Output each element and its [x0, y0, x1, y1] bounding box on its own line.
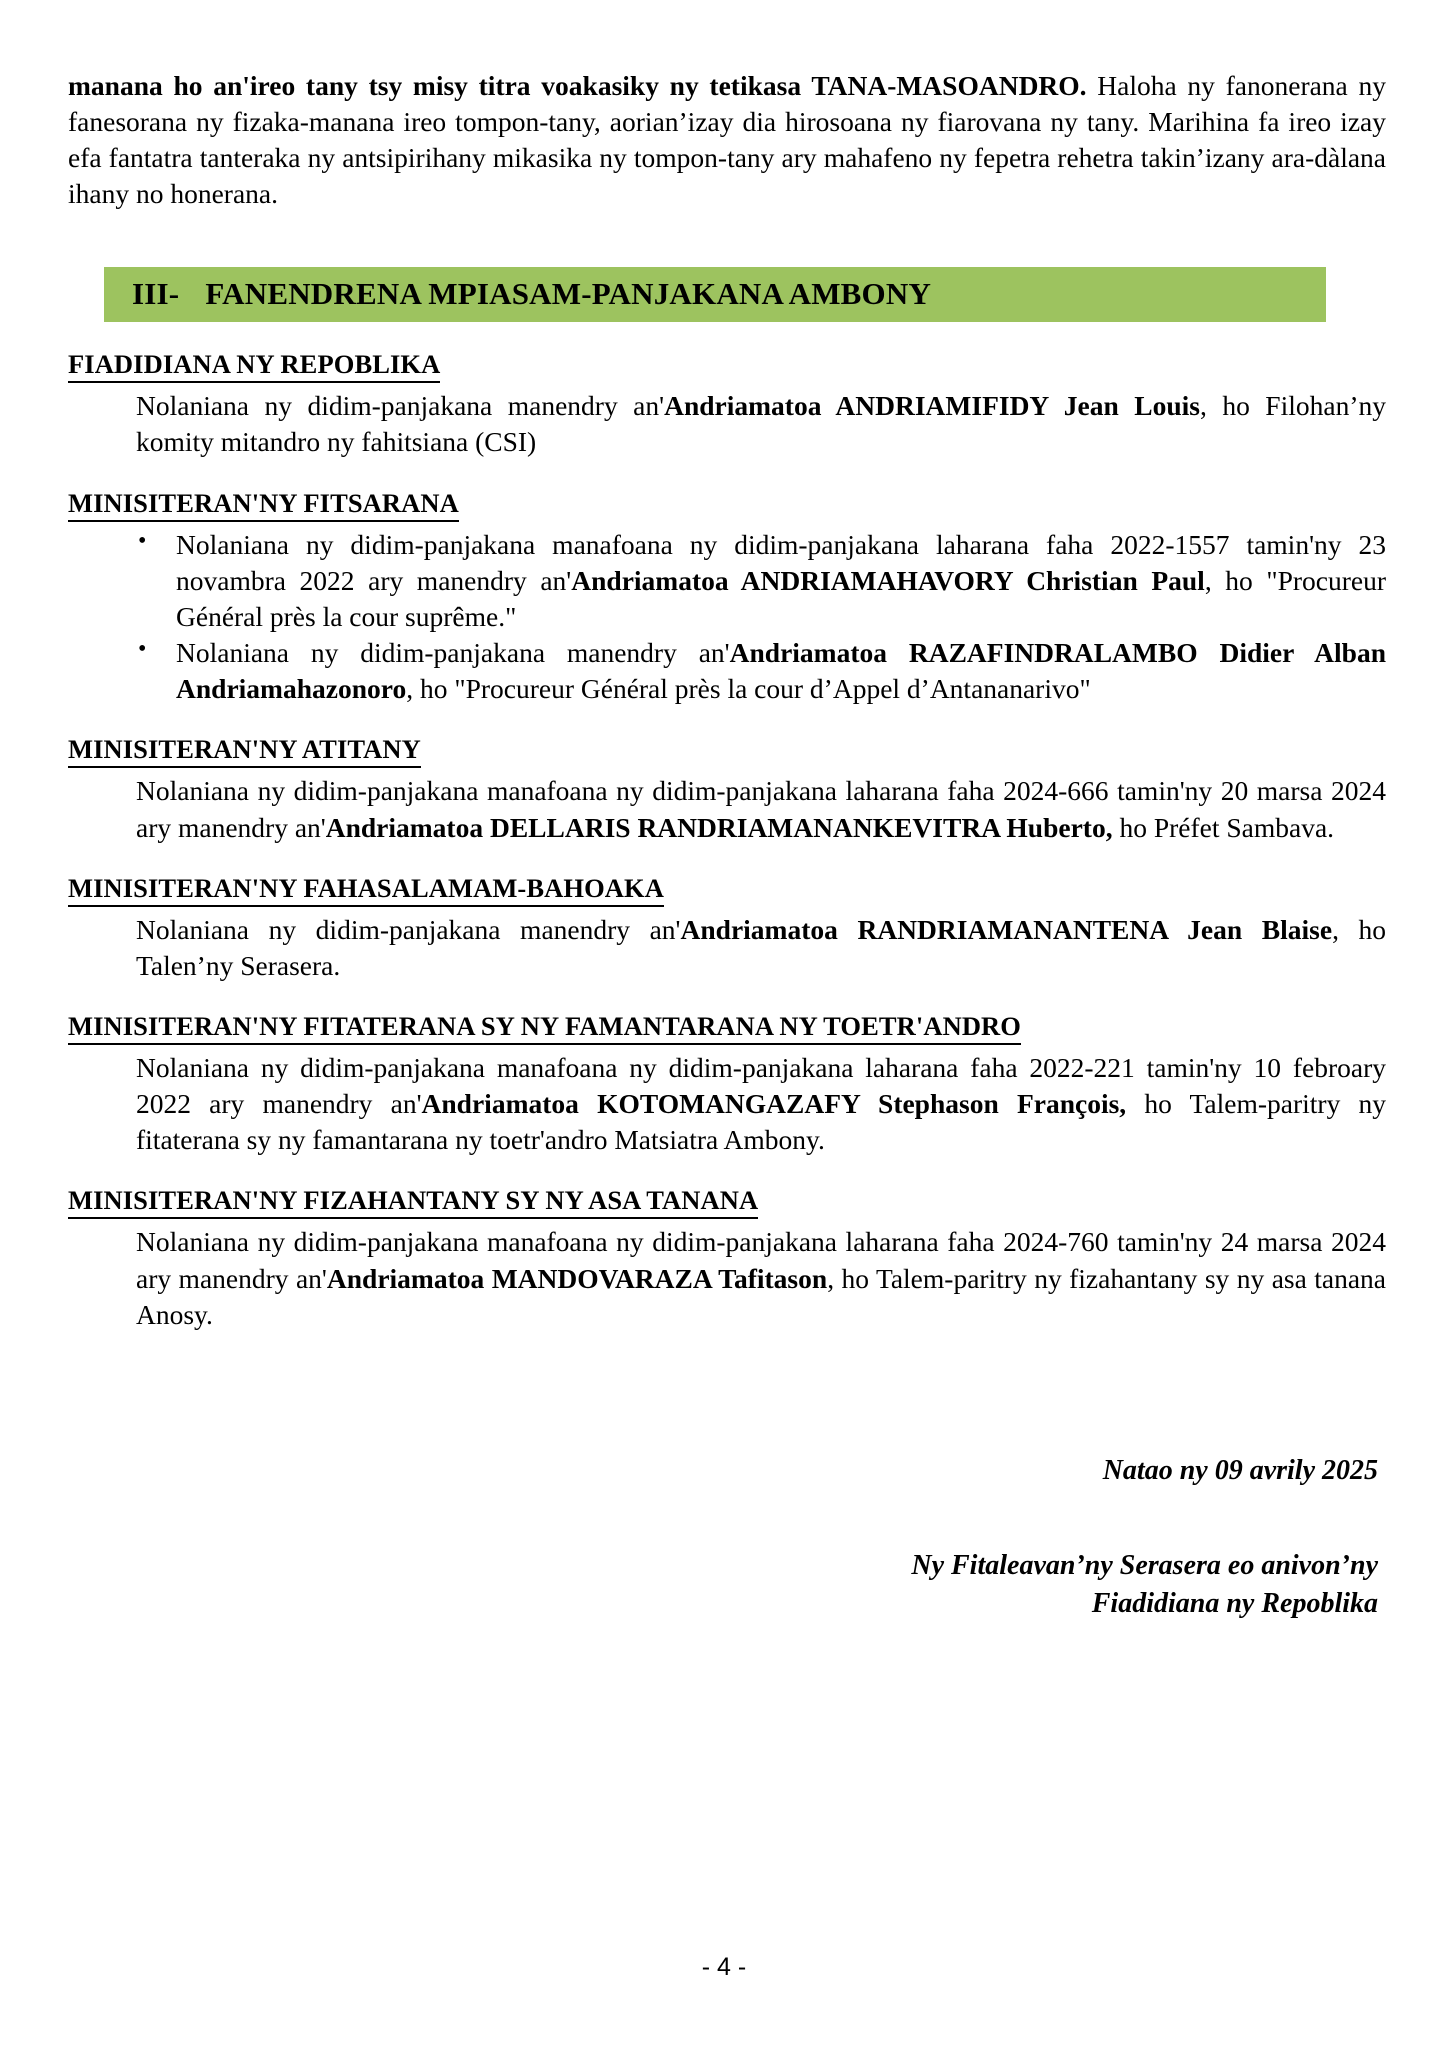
ministry-block-fizahantany: [68, 1185, 1386, 1332]
bullet-list: [68, 527, 1386, 708]
bullet-bold-prefix: Andriamatoa: [571, 564, 741, 596]
paragraph-pre: Nolaniana ny didim-panjakana manafoana ny didim-panjakana laharana faha 2024-666 tamin'ny 20 marsa 2024 ary manendry an': [136, 775, 1386, 843]
list-item: [176, 635, 1386, 707]
paragraph-pre: Nolaniana ny didim-panjakana manendry an': [136, 913, 681, 945]
bullet-pre: Nolaniana ny didim-panjakana manendry an': [176, 637, 730, 669]
signature-date: Natao ny 09 avrily 2025: [1102, 1454, 1378, 1486]
section-title: FANENDRENA MPIASAM-PANJAKANA AMBONY: [205, 275, 932, 311]
paragraph-pre: Nolaniana ny didim-panjakana manendry an': [136, 390, 665, 422]
block-paragraph: [68, 912, 1386, 984]
bullet-bold: ANDRIAMAHAVORY Christian Paul: [740, 564, 1205, 596]
block-paragraph: [68, 1050, 1386, 1158]
block-paragraph: [68, 1224, 1386, 1332]
block-paragraph: [68, 773, 1386, 845]
signature-block: [68, 1453, 1386, 1622]
paragraph-post: ho Préfet Sambava.: [1112, 811, 1335, 843]
intro-body: Haloha ny fanonerana ny fanesorana ny fizaka-manana ireo tompon-tany, aorian’izay dia hirosoana ny fiarovana ny tany. Marihina fa ireo izay efa fantatra tanteraka ny antsipirihany mikasika ny tompon-tany ary mahafeno ny fepetra rehetra takin’izany ara-dàlana ihany no honerana.: [68, 70, 1386, 210]
page-content: [68, 68, 1386, 1622]
paragraph-pre: Nolaniana ny didim-panjakana manafoana ny didim-panjakana laharana faha 2022-221 tamin'ny 10 febroary 2022 ary manendry an': [136, 1051, 1386, 1120]
intro-paragraph: [68, 68, 1386, 213]
ministry-block-fiadidiana: [68, 349, 1386, 460]
paragraph-post: ho Talem-paritry ny fitaterana sy ny famantarana ny toetr'andro Matsiatra Ambony.: [136, 1088, 1386, 1156]
paragraph-post: , ho Filohan’ny komity mitandro ny fahitsiana (CSI): [136, 390, 1386, 458]
paragraph-bold: Andriamatoa DELLARIS RANDRIAMANANKEVITRA Huberto,: [325, 811, 1113, 843]
paragraph-bold: Andriamatoa RANDRIAMANANTENA Jean Blaise: [680, 913, 1333, 945]
paragraph-pre: Nolaniana ny didim-panjakana manafoana ny didim-panjakana laharana faha 2024-760 tamin'ny 24 marsa 2024 ary manendry an': [136, 1226, 1386, 1294]
page-footer: [0, 1953, 1448, 1982]
signature-org-line-2: Fiadidiana ny Repoblika: [1091, 1587, 1378, 1619]
block-heading: MINISITERAN'NY FAHASALAMAM-BAHOAKA: [68, 873, 664, 907]
paragraph-post: , ho Talem-paritry ny fizahantany sy ny asa tanana Anosy.: [136, 1262, 1387, 1330]
list-item: [176, 527, 1386, 635]
paragraph-bold: Andriamatoa ANDRIAMIFIDY Jean Louis: [664, 390, 1200, 422]
signature-org-line-1: Ny Fitaleavan’ny Serasera eo anivon’ny: [911, 1550, 1378, 1582]
bullet-post: , ho "Procureur Général près la cour suprême.": [176, 564, 1386, 632]
block-heading: FIADIDIANA NY REPOBLIKA: [68, 349, 440, 383]
ministry-block-atitany: [68, 734, 1386, 845]
ministry-block-fitsarana: [68, 488, 1386, 708]
paragraph-bold: Andriamatoa MANDOVARAZA Tafitason: [326, 1262, 828, 1294]
page-number: - 4 -: [701, 1953, 747, 1981]
block-heading: MINISITERAN'NY FIZAHANTANY SY NY ASA TANANA: [68, 1185, 758, 1219]
section-number: III-: [132, 275, 180, 311]
bullet-bold: RAZAFINDRALAMBO Didier Alban Andriamahazonoro: [176, 637, 1387, 705]
block-heading: MINISITERAN'NY ATITANY: [68, 734, 421, 768]
block-heading: MINISITERAN'NY FITATERANA SY NY FAMANTARANA NY TOETR'ANDRO: [68, 1011, 1021, 1045]
ministry-block-fitaterana: [68, 1011, 1386, 1158]
ministry-block-fahasalamam-bahoaka: [68, 873, 1386, 984]
intro-lead-bold: manana ho an'ireo tany tsy misy titra voakasiky ny tetikasa TANA-MASOANDRO.: [68, 70, 1087, 101]
block-paragraph: [68, 388, 1386, 460]
section-banner: [104, 267, 1326, 323]
bullet-bold-prefix: Andriamatoa: [729, 637, 909, 669]
signature-organisation: [68, 1547, 1378, 1621]
bullet-post: , ho "Procureur Général près la cour d’Appel d’Antananarivo": [406, 673, 1091, 705]
paragraph-bold: Andriamatoa KOTOMANGAZAFY Stephason François,: [421, 1088, 1127, 1120]
paragraph-post: , ho Talen’ny Serasera.: [136, 913, 1387, 981]
bullet-pre: Nolaniana ny didim-panjakana manafoana ny didim-panjakana laharana faha 2022-1557 tamin'ny 23 novambra 2022 ary manendry an': [176, 528, 1386, 596]
block-heading: MINISITERAN'NY FITSARANA: [68, 488, 459, 522]
